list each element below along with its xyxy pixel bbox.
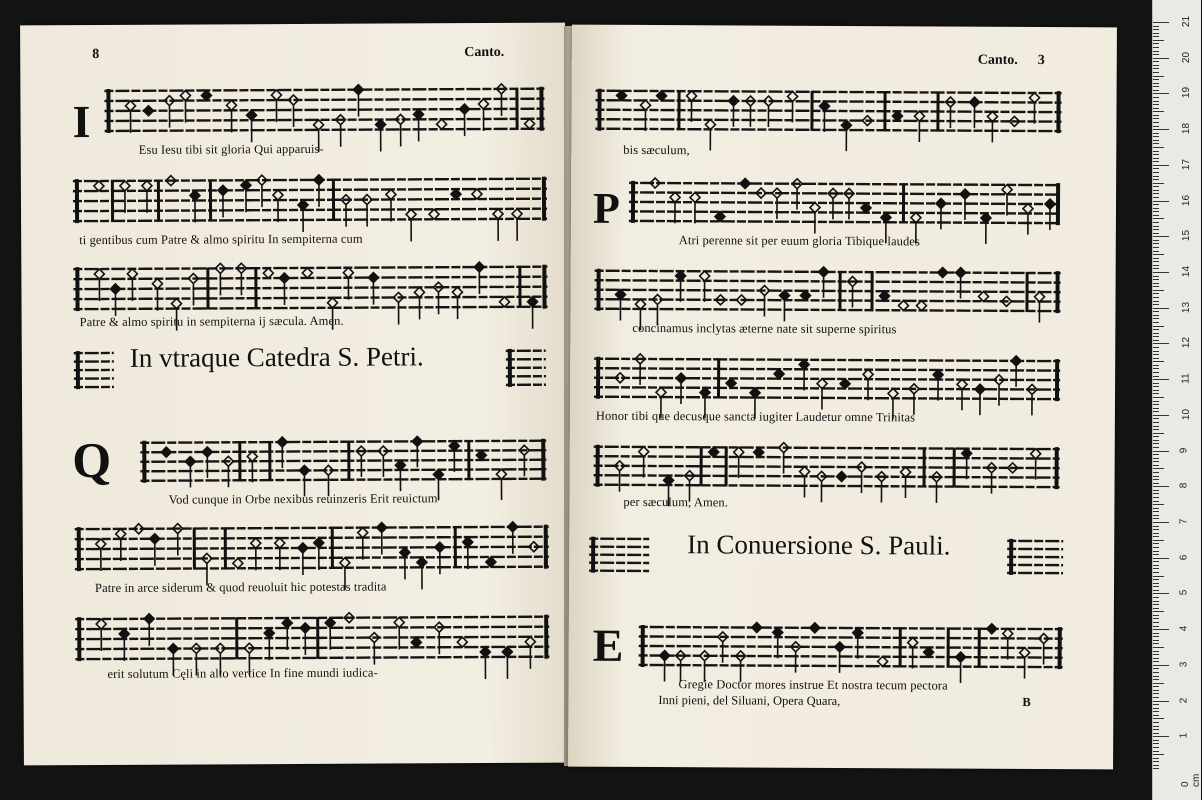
ruler-tick [1153, 561, 1159, 562]
ruler-tick [1153, 79, 1159, 80]
ruler-tick [1153, 465, 1159, 466]
ruler-tick [1153, 576, 1164, 577]
ruler-tick [1153, 118, 1159, 119]
ruler-tick [1153, 340, 1159, 341]
ruler-tick [1153, 729, 1159, 730]
lyric-line: Patre in arce siderum & quod reuoluit hic potestas tradita [94, 579, 387, 596]
music-staff [75, 609, 549, 667]
ruler-label: 6 [1178, 554, 1190, 560]
page-number: 3 [1037, 53, 1045, 69]
ruler-tick [1153, 429, 1159, 430]
music-staff [639, 619, 1063, 675]
ruler-tick [1153, 401, 1159, 402]
ruler-tick [1153, 583, 1159, 584]
music-staff [595, 83, 1061, 139]
ruler-tick [1153, 333, 1159, 334]
ruler-tick [1153, 361, 1164, 362]
ruler-tick [1153, 715, 1159, 716]
ruler-tick [1153, 336, 1159, 337]
ruler-label: 5 [1178, 590, 1190, 596]
ruler-tick [1153, 554, 1159, 555]
ruler-tick [1153, 451, 1169, 452]
ruler-tick [1153, 718, 1164, 719]
music-staff [589, 531, 649, 579]
ruler-tick [1153, 493, 1159, 494]
ruler-tick [1153, 33, 1159, 34]
ruler-tick [1153, 183, 1164, 184]
ruler-tick [1153, 533, 1159, 534]
ruler-tick [1153, 208, 1159, 209]
ruler-tick [1153, 586, 1159, 587]
music-staff [594, 351, 1060, 407]
ruler-tick [1153, 65, 1159, 66]
ruler-tick [1153, 518, 1159, 519]
ruler-tick [1153, 711, 1159, 712]
ruler-tick [1153, 193, 1159, 194]
ruler-tick [1153, 436, 1159, 437]
ruler-tick [1153, 526, 1159, 527]
lyric-line: concinamus inclytas æterne nate sit superne spiritus [632, 320, 897, 337]
drop-cap-initial: P [592, 183, 621, 233]
ruler-label: 2 [1178, 697, 1190, 703]
ruler-tick [1153, 558, 1169, 559]
ruler-tick [1153, 176, 1159, 177]
ruler-tick [1153, 665, 1169, 666]
ruler-label: 13 [1181, 301, 1193, 313]
ruler-tick [1153, 61, 1159, 62]
lyric-line: bis sæculum, [623, 142, 690, 158]
ruler-tick [1153, 483, 1159, 484]
ruler-tick [1153, 326, 1164, 327]
ruler-tick [1153, 226, 1159, 227]
ruler-label: 14 [1181, 265, 1193, 278]
ruler-tick [1153, 597, 1159, 598]
ruler-tick [1153, 22, 1169, 23]
ruler-tick [1153, 265, 1159, 266]
ruler-tick [1153, 365, 1159, 366]
ruler-tick [1153, 529, 1159, 530]
ruler-tick [1153, 722, 1159, 723]
drop-cap-initial: E [592, 619, 624, 671]
ruler-tick [1153, 611, 1164, 612]
ruler-tick [1153, 708, 1159, 709]
ruler-tick [1153, 418, 1159, 419]
ruler-tick [1153, 40, 1164, 41]
ruler-tick [1153, 751, 1159, 752]
ruler-tick [1153, 547, 1159, 548]
ruler-tick [1153, 515, 1159, 516]
ruler-tick [1153, 179, 1159, 180]
ruler-tick [1153, 658, 1159, 659]
ruler-tick [1153, 486, 1169, 487]
ruler-tick [1153, 122, 1159, 123]
ruler-tick [1153, 504, 1164, 505]
ruler-tick [1153, 765, 1159, 766]
ruler-tick [1153, 201, 1169, 202]
ruler-tick [1153, 215, 1159, 216]
ruler-tick [1153, 168, 1159, 169]
ruler-tick [1153, 301, 1159, 302]
ruler-tick [1153, 497, 1159, 498]
ruler-label: 8 [1178, 483, 1190, 489]
ruler-tick [1153, 186, 1159, 187]
ruler-tick [1153, 311, 1159, 312]
music-staff [75, 519, 549, 577]
ruler-tick [1153, 743, 1159, 744]
ruler-tick [1153, 222, 1159, 223]
ruler-tick [1153, 726, 1159, 727]
ruler-tick [1153, 672, 1159, 673]
ruler-tick [1153, 390, 1159, 391]
music-staff [104, 81, 544, 139]
ruler-tick [1153, 126, 1159, 127]
ruler-tick [1153, 443, 1159, 444]
page-number: 8 [92, 47, 100, 63]
ruler-tick [1153, 468, 1164, 469]
ruler-tick [1153, 136, 1159, 137]
ruler-tick [1153, 768, 1159, 769]
ruler-tick [1153, 218, 1164, 219]
ruler-tick [1153, 758, 1159, 759]
ruler-tick [1153, 151, 1159, 152]
ruler-label: 21 [1181, 15, 1193, 28]
ruler-tick [1153, 704, 1159, 705]
ruler-tick [1153, 701, 1169, 702]
ruler-tick [1153, 479, 1159, 480]
music-staff [140, 433, 546, 489]
ruler-tick [1153, 351, 1159, 352]
ruler-tick [1153, 679, 1159, 680]
ruler-tick [1153, 683, 1164, 684]
ruler-tick [1153, 279, 1159, 280]
left-page [20, 23, 569, 766]
running-head: Canto. [464, 44, 505, 61]
ruler-tick [1153, 733, 1159, 734]
lyric-line: per sæculum, Amen. [623, 494, 729, 510]
ruler-tick [1153, 593, 1169, 594]
ruler-label: 19 [1181, 87, 1193, 99]
ruler-tick [1153, 290, 1164, 291]
ruler-tick [1153, 501, 1159, 502]
ruler-tick [1153, 190, 1159, 191]
lyric-line: Gregie Doctor mores instrue Et nostra tecum pectora [678, 677, 948, 693]
ruler-tick [1153, 618, 1159, 619]
ruler-tick [1153, 329, 1159, 330]
ruler-tick [1153, 543, 1159, 544]
ruler-tick [1153, 661, 1159, 662]
ruler-tick [1153, 54, 1159, 55]
running-head: Canto. [977, 52, 1018, 68]
ruler-tick [1153, 383, 1159, 384]
ruler-tick [1153, 536, 1159, 537]
ruler-tick [1153, 447, 1159, 448]
ruler-tick [1153, 165, 1169, 166]
ruler-tick [1153, 754, 1164, 755]
music-staff [593, 439, 1059, 495]
ruler-label: 15 [1181, 230, 1193, 242]
ruler-tick [1153, 276, 1159, 277]
ruler-tick [1153, 411, 1159, 412]
ruler-tick [1153, 626, 1159, 627]
ruler-tick [1153, 258, 1159, 259]
ruler-tick [1153, 511, 1159, 512]
ruler-tick [1153, 747, 1159, 748]
ruler-tick [1153, 622, 1159, 623]
ruler-tick [1153, 615, 1159, 616]
ruler-tick [1153, 601, 1159, 602]
music-staff [73, 259, 547, 317]
ruler-tick [1153, 761, 1159, 762]
ruler-tick [1153, 322, 1159, 323]
ruler-tick [1153, 668, 1159, 669]
ruler-label: 7 [1178, 518, 1190, 525]
ruler-tick [1153, 204, 1159, 205]
ruler-tick [1153, 36, 1159, 37]
ruler-tick [1153, 643, 1159, 644]
ruler-tick [1153, 111, 1164, 112]
ruler-tick [1153, 72, 1159, 73]
ruler-tick [1153, 454, 1159, 455]
ruler-tick [1153, 229, 1159, 230]
music-staff [506, 343, 546, 393]
ruler-tick [1153, 101, 1159, 102]
ruler-tick [1153, 368, 1159, 369]
ruler-tick [1153, 68, 1159, 69]
ruler-label: 12 [1181, 337, 1193, 349]
ruler-label: 9 [1178, 447, 1190, 453]
ruler-tick [1153, 654, 1159, 655]
ruler-label: 4 [1178, 625, 1190, 632]
drop-cap-initial: I [72, 96, 91, 148]
ruler-tick [1153, 608, 1159, 609]
ruler-tick [1153, 426, 1159, 427]
ruler-tick [1153, 697, 1159, 698]
ruler-label: 0 cm [1180, 773, 1202, 787]
ruler-tick [1153, 347, 1159, 348]
lyric-line: erit solutum Cęli in alto vertice In fine mundi iudica- [107, 665, 378, 681]
ruler-tick [1153, 143, 1159, 144]
ruler-tick [1153, 254, 1164, 255]
ruler-tick [1153, 476, 1159, 477]
lyric-line: Atri perenne sit per euum gloria Tibique laudes [678, 233, 920, 249]
ruler-tick [1153, 551, 1159, 552]
right-page [568, 25, 1117, 770]
ruler-tick [1153, 251, 1159, 252]
ruler-tick [1153, 386, 1159, 387]
ruler-tick [1153, 472, 1159, 473]
ruler-tick [1153, 647, 1164, 648]
ruler-tick [1153, 272, 1169, 273]
ruler-tick [1153, 540, 1164, 541]
ruler-label: 16 [1181, 194, 1193, 206]
ruler-tick [1153, 572, 1159, 573]
ruler-tick [1153, 490, 1159, 491]
ruler-tick [1153, 565, 1159, 566]
ruler-tick [1153, 354, 1159, 355]
ruler-tick [1153, 379, 1169, 380]
ruler-tick [1153, 604, 1159, 605]
lyric-line: Esu Iesu tibi sit gloria Qui apparuis- [138, 141, 324, 157]
ruler-tick [1153, 676, 1159, 677]
ruler-tick [1153, 197, 1159, 198]
ruler-tick [1153, 315, 1159, 316]
ruler-tick [1153, 422, 1159, 423]
ruler-tick [1153, 372, 1159, 373]
ruler-tick [1153, 293, 1159, 294]
ruler-tick [1153, 51, 1159, 52]
ruler-label: 3 [1178, 661, 1190, 668]
ruler-tick [1153, 76, 1164, 77]
ruler-tick [1153, 115, 1159, 116]
ruler-tick [1153, 358, 1159, 359]
drop-cap-initial: Q [72, 431, 112, 489]
ruler-tick [1153, 415, 1169, 416]
ruler-tick [1153, 26, 1159, 27]
ruler-tick [1153, 690, 1159, 691]
ruler-tick [1153, 408, 1159, 409]
ruler-tick [1153, 236, 1169, 237]
ruler-tick [1153, 433, 1164, 434]
music-staff [629, 175, 1061, 231]
music-staff [73, 171, 547, 229]
ruler-tick [1153, 133, 1159, 134]
ruler-tick [1153, 693, 1159, 694]
ruler-tick [1153, 640, 1159, 641]
music-staff [74, 345, 114, 395]
ruler-tick [1153, 651, 1159, 652]
ruler-tick [1153, 343, 1169, 344]
ruler-tick [1153, 147, 1164, 148]
ruler-tick [1153, 93, 1169, 94]
ruler-tick [1153, 240, 1159, 241]
ruler-tick [1153, 590, 1159, 591]
music-staff [594, 263, 1060, 319]
music-staff [1007, 533, 1063, 581]
ruler-tick [1153, 161, 1159, 162]
ruler-tick [1153, 629, 1169, 630]
ruler-tick [1153, 736, 1169, 737]
ruler-label: 17 [1181, 158, 1193, 170]
ruler-tick [1153, 104, 1159, 105]
ruler-tick [1153, 297, 1159, 298]
ruler-tick [1153, 83, 1159, 84]
ruler-tick [1153, 108, 1159, 109]
ruler-tick [1153, 29, 1159, 30]
ruler-tick [1153, 458, 1159, 459]
ruler-tick [1153, 633, 1159, 634]
ruler-tick [1153, 43, 1159, 44]
ruler-tick [1153, 522, 1169, 523]
ruler-tick [1153, 140, 1159, 141]
ruler-tick [1153, 154, 1159, 155]
ruler-tick [1153, 568, 1159, 569]
ruler-tick [1153, 404, 1159, 405]
ruler-tick [1153, 397, 1164, 398]
section-heading: In Conuersione S. Pauli. [687, 529, 951, 561]
ruler-tick [1153, 233, 1159, 234]
ruler-tick [1153, 686, 1159, 687]
ruler-tick [1153, 318, 1159, 319]
signature-mark: B [1022, 694, 1031, 709]
ruler-tick [1153, 261, 1159, 262]
ruler-tick [1153, 158, 1159, 159]
ruler-tick [1153, 286, 1159, 287]
ruler-tick [1153, 268, 1159, 269]
ruler-tick [1153, 376, 1159, 377]
ruler-tick [1153, 393, 1159, 394]
ruler-label: 18 [1181, 123, 1193, 135]
lyric-line: ti gentibus cum Patre & almo spiritu In sempiterna cum [79, 231, 363, 248]
measuring-ruler [1152, 0, 1201, 800]
lyric-line: Honor tibi que decusque sancta iugiter Laudetur omne Trinitas [595, 408, 916, 425]
ruler-tick [1153, 461, 1159, 462]
ruler-tick [1153, 508, 1159, 509]
ruler-tick [1153, 304, 1159, 305]
ruler-tick [1153, 243, 1159, 244]
section-heading: In vtraque Catedra S. Petri. [129, 341, 424, 373]
ruler-tick [1153, 579, 1159, 580]
ruler-tick [1153, 90, 1159, 91]
ruler-tick [1153, 47, 1159, 48]
ruler-tick [1153, 172, 1159, 173]
ruler-tick [1153, 740, 1159, 741]
ruler-tick [1153, 636, 1159, 637]
ruler-tick [1153, 97, 1159, 98]
imprint-line: Inni pieni, del Siluani, Opera Quara, [658, 693, 841, 708]
ruler-label: 20 [1181, 51, 1193, 63]
lyric-line: Vod cunque in Orbe nexibus reuinzeris Erit reuictum [168, 491, 438, 507]
ruler-label: 10 [1181, 408, 1193, 420]
ruler-tick [1153, 58, 1169, 59]
ruler-tick [1153, 211, 1159, 212]
ruler-tick [1153, 129, 1169, 130]
ruler-tick [1153, 247, 1159, 248]
ruler-label: 1 [1178, 733, 1190, 739]
ruler-tick [1153, 283, 1159, 284]
ruler-tick [1153, 86, 1159, 87]
ruler-label: 11 [1180, 373, 1192, 384]
lyric-line: Patre & almo spiritu in sempiterna ij sæcula. Amen. [79, 313, 344, 330]
ruler-tick [1153, 308, 1169, 309]
ruler-tick [1153, 440, 1159, 441]
